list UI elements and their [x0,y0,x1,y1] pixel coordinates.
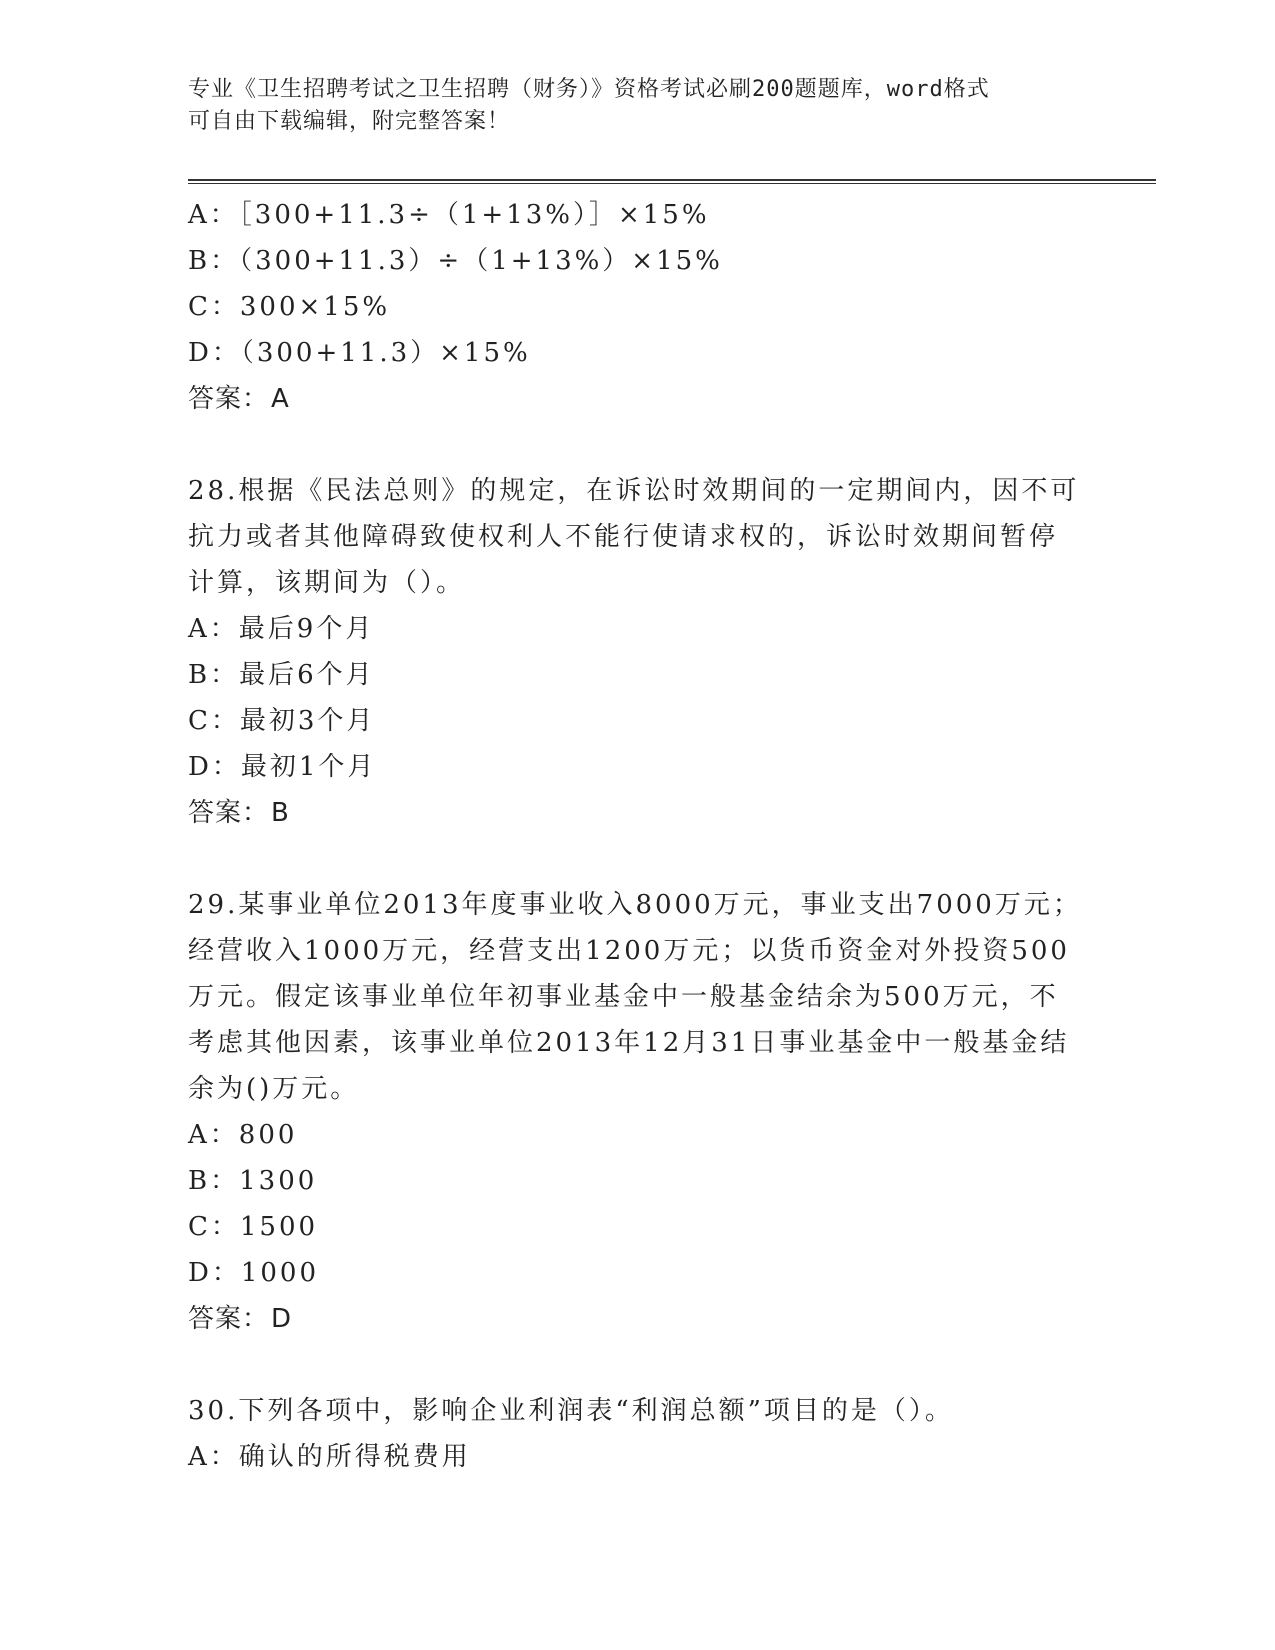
question-text-line: 计算，该期间为（）。 [188,568,466,598]
question-text-line: 经营收入1000万元，经营支出1200万元；以货币资金对外投资500 [188,936,1070,966]
question-text-line: 30.下列各项中，影响企业利润表“利润总额”项目的是（）。 [188,1396,954,1426]
header-divider-thin [188,183,1156,184]
answer-line [188,790,1088,836]
option-b: B：最后6个月 [188,660,375,690]
answer-value: B [271,798,290,828]
header-line-2: 可自由下载编辑，附完整答案！ [188,109,511,134]
question-text-line: 29.某事业单位2013年度事业收入8000万元，事业支出7000万元； [188,890,1082,920]
question-list [188,192,1088,1480]
option-b: B：（300+11.3）÷（1+13%）×15% [188,246,723,276]
answer-line [188,1296,1088,1342]
question-29 [188,882,1088,1342]
question-text-line: 万元。假定该事业单位年初事业基金中一般基金结余为500万元，不 [188,982,1059,1012]
option-d: D：（300+11.3）×15% [188,338,531,368]
option-b: B：1300 [188,1166,318,1196]
answer-value: A [271,384,290,414]
question-text-line: 考虑其他因素，该事业单位2013年12月31日事业基金中一般基金结 [188,1028,1070,1058]
option-a: A：确认的所得税费用 [188,1442,471,1472]
answer-label: 答案： [188,1304,270,1334]
option-c: C：最初3个月 [188,706,376,736]
question-30 [188,1388,1088,1480]
question-text-line: 抗力或者其他障碍致使权利人不能行使请求权的，诉讼时效期间暂停 [188,522,1059,552]
option-a: A：800 [188,1120,298,1150]
header-line-1: 专业《卫生招聘考试之卫生招聘（财务）》资格考试必刷200题题库，word格式 [188,77,990,102]
answer-line [188,376,1088,422]
option-d: D：最初1个月 [188,752,377,782]
answer-label: 答案： [188,384,270,414]
option-a: A：最后9个月 [188,614,375,644]
option-c: C：1500 [188,1212,319,1242]
question-28 [188,468,1088,836]
option-c: C：300×15% [188,292,391,322]
spacer [188,1342,1088,1388]
option-d: D：1000 [188,1258,320,1288]
answer-label: 答案： [188,798,270,828]
option-a: A：［300+11.3÷（1+13%）］×15% [188,200,710,230]
header-divider [188,179,1156,181]
question-text-line: 余为()万元。 [188,1074,360,1104]
spacer [188,836,1088,882]
spacer [188,422,1088,468]
question-text-line: 28.根据《民法总则》的规定，在诉讼时效期间的一定期间内，因不可 [188,476,1080,506]
answer-value: D [271,1304,293,1334]
document-header [188,74,1068,138]
question-27 [188,192,1088,422]
